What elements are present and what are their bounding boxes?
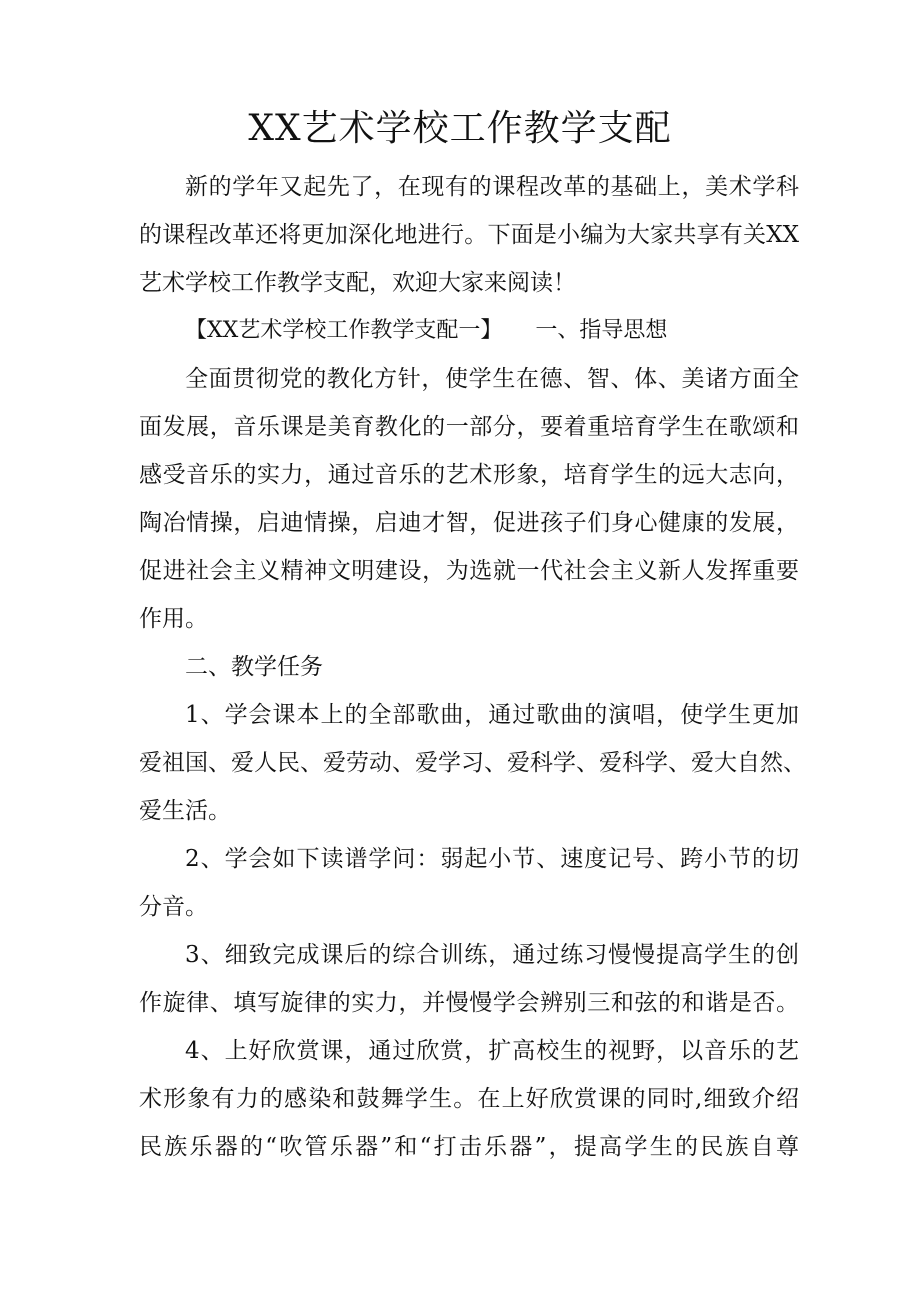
paragraph-line: 爱祖国、爱人民、爱劳动、爱学习、爱科学、爱科学、爱大自然、	[139, 750, 806, 776]
paragraph-line: 爱生活。	[139, 798, 231, 824]
paragraph-line: 全面贯彻党的教化方针，使学生在德、智、体、美诸方面全	[185, 366, 799, 392]
section-heading-line: 二、教学任务	[185, 654, 323, 680]
paragraph-line: 术形象有力的感染和鼓舞学生。在上好欣赏课的同时,细致介绍	[139, 1086, 799, 1112]
paragraph-line: 面发展，音乐课是美育教化的一部分，要着重培育学生在歌颂和	[139, 414, 799, 440]
paragraph-line: 1、学会课本上的全部歌曲，通过歌曲的演唱，使学生更加	[185, 702, 799, 728]
paragraph-line: 陶冶情操，启迪情操，启迪才智，促进孩子们身心健康的发展，	[139, 510, 799, 536]
paragraph-line: 3、细致完成课后的综合训练，通过练习慢慢提高学生的创	[185, 942, 799, 968]
paragraph-line: 感受音乐的实力，通过音乐的艺术形象，培育学生的远大志向，	[139, 462, 799, 488]
document-title: XX艺术学校工作教学支配	[248, 108, 672, 149]
paragraph-line: 4、上好欣赏课，通过欣赏，扩高校生的视野，以音乐的艺	[185, 1038, 799, 1064]
paragraph-line: 新的学年又起先了，在现有的课程改革的基础上，美术学科	[185, 174, 799, 200]
paragraph-line: 作用。	[139, 606, 208, 632]
paragraph-line: 促进社会主义精神文明建设，为选就一代社会主义新人发挥重要	[139, 558, 799, 584]
paragraph-line: 分音。	[139, 894, 208, 920]
paragraph-line: 2、学会如下读谱学问：弱起小节、速度记号、跨小节的切	[185, 846, 799, 872]
paragraph-line: 艺术学校工作教学支配，欢迎大家来阅读！	[139, 270, 576, 296]
section-heading-line: 【XX艺术学校工作教学支配一】 一、指导思想	[185, 318, 668, 343]
paragraph-line: 作旋律、填写旋律的实力，并慢慢学会辨别三和弦的和谐是否。	[139, 990, 799, 1016]
paragraph-line: 民族乐器的“吹管乐器”和“打击乐器”，提高学生的民族自尊	[139, 1134, 799, 1160]
paragraph-line: 的课程改革还将更加深化地进行。下面是小编为大家共享有关XX	[139, 222, 799, 248]
